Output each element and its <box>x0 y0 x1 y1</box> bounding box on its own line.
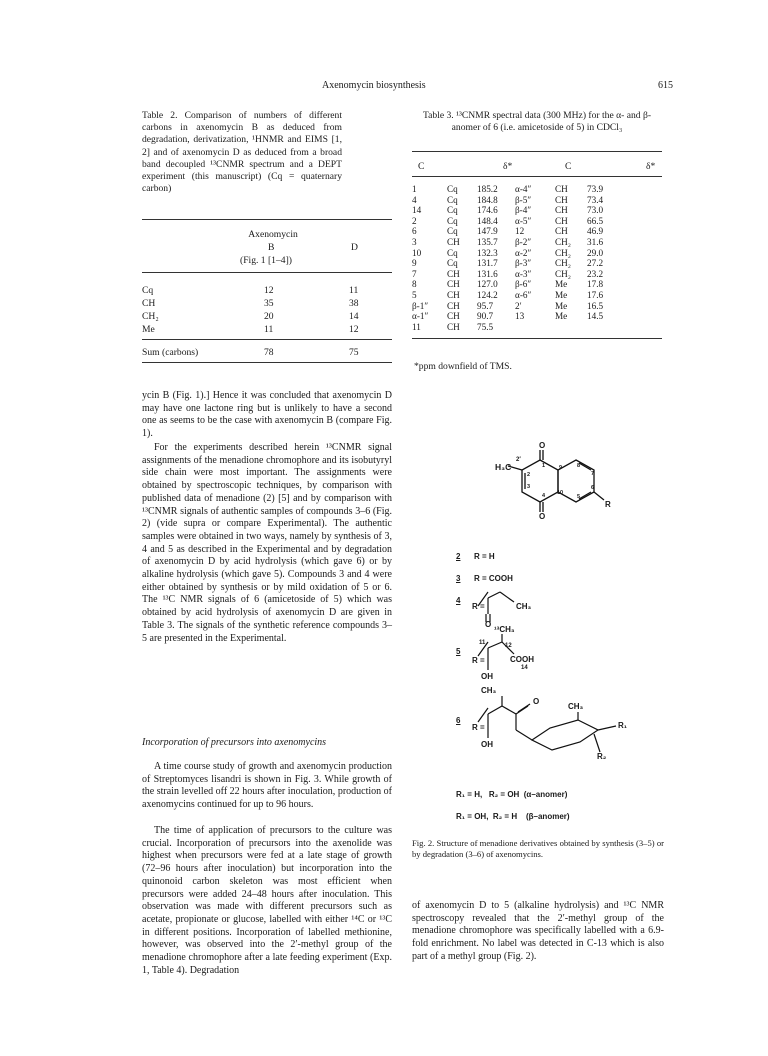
table2-col-b: B <box>268 242 275 253</box>
table2-caption: Table 2. Comparison of numbers of different carbons in axenomycin B as deduced from degradation, derivatization, ¹HNMR and EIMS [1, 2] and of axenomycin D as deduced from a broad band decoupled ¹³CNMR spectrum and a DEPT experiment (this manuscript) (Cq = quaternary carbon) <box>142 110 342 195</box>
table3-cell: CH <box>447 236 460 247</box>
table2-row-d: 12 <box>349 324 359 335</box>
table3-cell: 75.5 <box>477 321 494 332</box>
table3-cell: 14 <box>412 205 422 216</box>
table2-row-type: Cq <box>142 285 154 296</box>
table3-cell: 16.5 <box>587 300 604 311</box>
table2-rule-sum <box>142 339 392 340</box>
anomer-beta: R₁ = OH, R₂ = H (β–anomer) <box>456 812 570 821</box>
table3-cell: CH <box>555 215 568 226</box>
fig2-r: R <box>605 500 611 509</box>
table3-cell: CH <box>555 184 568 194</box>
table-row <box>412 248 617 259</box>
compound-6-r1: R₁ <box>618 721 628 730</box>
table2-row-type: CH <box>142 298 156 309</box>
compound-6-number: 6 <box>456 716 461 725</box>
table3-cell: CH <box>447 311 460 322</box>
table3-cell: CH <box>447 289 460 300</box>
compound-5-11: 11 <box>479 640 486 646</box>
figure2-caption: Fig. 2. Structure of menadione derivatives obtained by synthesis (3–5) or by degradation (3–6) of axenomycins. <box>412 838 664 859</box>
table-row <box>412 184 617 195</box>
table3-cell: CH <box>555 194 568 205</box>
compound-6-o: O <box>533 697 540 706</box>
table3-cell: Me <box>555 311 568 322</box>
table3-cell: CH₂ <box>555 236 571 247</box>
table-row <box>412 237 617 248</box>
table2-row-b: 12 <box>264 285 274 296</box>
table3-cell: Me <box>555 279 568 290</box>
table3-cell: 2 <box>412 215 417 226</box>
table3-cell: 6 <box>412 226 417 237</box>
table3-cell: CH₂ <box>555 258 571 269</box>
table-row <box>412 258 617 269</box>
table3-cell: 124.2 <box>477 289 498 300</box>
table-row <box>412 279 617 290</box>
table3-footnote: *ppm downfield of TMS. <box>414 361 512 372</box>
table3-cell: 17.6 <box>587 289 604 300</box>
table2-sum-b: 78 <box>264 347 274 358</box>
compound-2-def: R = H <box>474 552 495 561</box>
table3-head-c2: C <box>565 161 572 172</box>
table3-cell: α-6″ <box>515 289 532 300</box>
table3-cell: CH <box>555 205 568 216</box>
table3-cell: 14.5 <box>587 311 604 322</box>
compound-2-number: 2 <box>456 552 461 561</box>
compound-5-oh: OH <box>481 672 493 681</box>
table2-row-type: CH₂ <box>142 311 159 322</box>
compound-3-def: R = COOH <box>474 574 513 583</box>
table3-cell: CH <box>555 226 568 237</box>
table3-cell <box>555 322 587 333</box>
table-row <box>412 205 617 216</box>
compound-6-ch3: CH₃ <box>481 686 497 695</box>
table2-row-b: 20 <box>264 311 274 322</box>
table3-cell: 3 <box>412 236 417 247</box>
left-para-2: For the experiments described herein ¹³CNMR signal assignments of the menadione chromophore and its isobutyryl side chain were most important. The assignments were obtained by spectroscopic techniques, by comparison with published data of menadione (2) [5] and by comparison with ¹³CNMR signals of authentic samples of compounds 3–6 (Fig. 2) (vide supra or compare Experimental). The authentic samples were obtained in two ways, namely by synthesis of 3, 4 and 5 as described in the Experimental and by degradation of axenomycin D by acid hydrolysis (which gave 6) or by alkaline hydrolysis (which gave 5). Compounds 3 and 4 were either obtained by synthesis or by mild oxidation of 5 or 6. The ¹³C NMR signals of 6 (amicetoside of 5) which was obtained by acid hydrolysis of axenomycin D are given in Table 3. The signals of the synthetic reference compounds 3–5 are presented in the Experimental. <box>142 442 392 644</box>
table2-rule-top <box>142 219 392 220</box>
table3-cell: 131.7 <box>477 258 498 269</box>
table-row <box>412 311 617 322</box>
table2-row-d: 14 <box>349 311 359 322</box>
table3-cell: 131.6 <box>477 268 498 279</box>
table-row <box>412 195 617 206</box>
table3-cell: β-5″ <box>515 194 532 205</box>
table2-col-d: D <box>351 242 358 253</box>
fig2-num-2: 2 <box>527 472 531 478</box>
table2-rule-bottom <box>142 362 392 363</box>
compound-5-cooh: COOH <box>510 655 534 664</box>
table3-rule-mid <box>412 176 662 177</box>
table3-cell: Cq <box>447 215 458 226</box>
table3-cell: α-1″ <box>412 311 429 322</box>
table3-cell: Cq <box>447 226 458 237</box>
table3-cell: 29.0 <box>587 247 604 258</box>
compound-4-ch3: CH₃ <box>516 602 532 611</box>
fig2-num-1: 1 <box>542 463 546 469</box>
table3-cell <box>515 322 555 333</box>
table3-cell: 184.8 <box>477 194 498 205</box>
menadione-ring-structure <box>470 440 660 530</box>
table3-cell: 5 <box>412 289 417 300</box>
table3-cell: 4 <box>412 194 417 205</box>
table3-cell: CH <box>447 300 460 311</box>
table3-cell: α-3″ <box>515 268 532 279</box>
table3-cell: β-6″ <box>515 279 532 290</box>
compound-4-o: O <box>485 620 492 629</box>
compound-3-number: 3 <box>456 574 461 583</box>
table3-cell: α-5″ <box>515 215 532 226</box>
table3-cell: CH <box>447 321 460 332</box>
table3-cell: β-4″ <box>515 205 532 216</box>
table3-cell: 185.2 <box>477 184 498 194</box>
table-row <box>412 269 617 280</box>
table3-cell: β-2″ <box>515 236 532 247</box>
fig2-num-10: 10 <box>557 490 564 496</box>
compound-5-r: R = <box>472 656 485 665</box>
table3-cell: 8 <box>412 279 417 290</box>
table3-cell: 2′ <box>515 300 522 311</box>
table3-cell: CH <box>447 268 460 279</box>
fig2-num-4: 4 <box>542 493 546 499</box>
fig2-num-9: 9 <box>559 465 563 471</box>
table2-sum-label: Sum (carbons) <box>142 347 199 358</box>
fig2-num-6: 6 <box>591 485 595 491</box>
table3-cell: Me <box>555 289 568 300</box>
fig2-o-bottom: O <box>539 512 546 521</box>
table3-body <box>412 184 664 332</box>
table3-cell: 10 <box>412 247 422 258</box>
anomer-alpha: R₁ = H, R₂ = OH (α–anomer) <box>456 790 568 799</box>
table3-cell: 95.7 <box>477 300 494 311</box>
table3-head-d1: δ* <box>503 161 513 172</box>
table3-head-d2: δ* <box>646 161 656 172</box>
compound-4-number: 4 <box>456 596 461 605</box>
table-row <box>412 216 617 227</box>
table3-cell: CH <box>447 279 460 290</box>
table-row <box>412 226 617 237</box>
table3-cell: 23.2 <box>587 268 604 279</box>
fig2-o-top: O <box>539 441 546 450</box>
table3-cell: 27.2 <box>587 258 604 269</box>
table3-cell: 66.5 <box>587 215 604 226</box>
compound-5-12: 12 <box>505 643 512 649</box>
compound-6-r: R = <box>472 723 485 732</box>
table-row <box>412 322 617 333</box>
table3-cell: 73.9 <box>587 184 604 194</box>
running-title: Axenomycin biosynthesis <box>322 80 426 91</box>
table2-row-b: 35 <box>264 298 274 309</box>
table3-cell: 13 <box>515 311 525 322</box>
table3-cell <box>587 322 617 333</box>
table3-cell: CH₂ <box>555 268 571 279</box>
section-heading: Incorporation of precursors into axenomycins <box>142 737 327 748</box>
table3-cell: 73.0 <box>587 205 604 216</box>
table2-row-d: 11 <box>349 285 359 296</box>
table3-cell: 127.0 <box>477 279 498 290</box>
table3-cell: 7 <box>412 268 417 279</box>
table3-rule-bottom <box>412 338 662 339</box>
table-row <box>412 290 617 301</box>
table2-rule-mid <box>142 272 392 273</box>
table3-cell: 174.6 <box>477 205 498 216</box>
left-para-1: ycin B (Fig. 1).] Hence it was concluded that axenomycin D may have one lactone ring but is unlikely to have a second one as seems to be the case with axenomycin B (compare Fig. 1). <box>142 390 392 440</box>
table3-cell: 11 <box>412 321 421 332</box>
table2-row-type: Me <box>142 324 155 335</box>
table3-cell: 148.4 <box>477 215 498 226</box>
table3-cell: 12 <box>515 226 525 237</box>
table3-cell: 135.7 <box>477 236 498 247</box>
table2-sum-d: 75 <box>349 347 359 358</box>
table3-cell: α-2″ <box>515 247 532 258</box>
fig2-h3c: H₃C <box>495 462 512 472</box>
compound-5-14: 14 <box>521 665 528 671</box>
table3-cell: 147.9 <box>477 226 498 237</box>
table3-cell: Cq <box>447 184 458 194</box>
table3-cell: α-4″ <box>515 184 532 194</box>
table3-cell: 46.9 <box>587 226 604 237</box>
table3-rule-top <box>412 151 662 152</box>
table3-cell: Me <box>555 300 568 311</box>
compound-5-ch3: ¹³CH₃ <box>494 625 515 634</box>
fig2-2prime: 2′ <box>516 457 521 463</box>
table3-cell: 73.4 <box>587 194 604 205</box>
table2-col-group: Axenomycin <box>248 229 298 240</box>
table3-cell: 1 <box>412 184 417 194</box>
table3-cell: β-1″ <box>412 300 429 311</box>
compound-6-oh: OH <box>481 740 493 749</box>
compound-4-r: R = <box>472 602 485 611</box>
table3-caption: Table 3. ¹³CNMR spectral data (300 MHz) for the α- and β-anomer of 6 (i.e. amicetoside of 5) in CDCl₃ <box>422 110 652 134</box>
table3-cell: Cq <box>447 258 458 269</box>
left-para-3: A time course study of growth and axenomycin production of Streptomyces lisandri is shown in Fig. 3. While growth of the strain levelled off 22 hours after inoculation, production of axenomycins continued for up to 96 hours. <box>142 761 392 811</box>
table3-cell: Cq <box>447 247 458 258</box>
fig2-num-8: 8 <box>577 463 581 469</box>
compound-6-r2: R₂ <box>597 752 607 761</box>
table2-row-d: 38 <box>349 298 359 309</box>
table3-cell: 9 <box>412 258 417 269</box>
table3-cell: β-3″ <box>515 258 532 269</box>
left-para-4: The time of application of precursors to the culture was crucial. Incorporation of precursors into the axenolide was highest when precursors were fed at a late stage of growth (72–96 hours after inoculation) but incorporation into the quinonoid carbon skeleton was most efficient when precursors were added 24–48 hours after inoculation. This observation was made with different precursors such as acetate, propionate or glucose, labelled with either ¹⁴C or ¹³C in different positions. Incorporation of labelled methionine, however, was observed into the 2′-methyl group of the menadione chromophore after a late feeding experiment (Exp. 1, Table 4). Degradation <box>142 825 392 976</box>
table3-cell: 90.7 <box>477 311 494 322</box>
table3-cell: 31.6 <box>587 236 604 247</box>
table3-cell: 132.3 <box>477 247 498 258</box>
page-number: 615 <box>658 80 673 91</box>
table3-cell: CH₂ <box>555 247 571 258</box>
table-row <box>412 301 617 312</box>
fig2-num-5: 5 <box>577 494 581 500</box>
compound-5-number: 5 <box>456 647 461 656</box>
fig2-num-3: 3 <box>527 484 531 490</box>
table2-row-b: 11 <box>264 324 274 335</box>
right-para-bottom: of axenomycin D to 5 (alkaline hydrolysis) and ¹³C NMR spectroscopy revealed that the 2′-methyl group of the menadione chromophore was specifically labelled with a 6.9-fold enrichment. No label was detected in C-13 which is also part of a methyl group (Fig. 2). <box>412 900 664 962</box>
table3-cell: Cq <box>447 205 458 216</box>
table3-cell: 17.8 <box>587 279 604 290</box>
table3-head-c1: C <box>418 161 425 172</box>
table2-col-b-ref: (Fig. 1 [1–4]) <box>240 255 292 266</box>
compound-6-ch3b: CH₃ <box>568 702 584 711</box>
fig2-num-7: 7 <box>591 471 595 477</box>
table3-cell: Cq <box>447 194 458 205</box>
